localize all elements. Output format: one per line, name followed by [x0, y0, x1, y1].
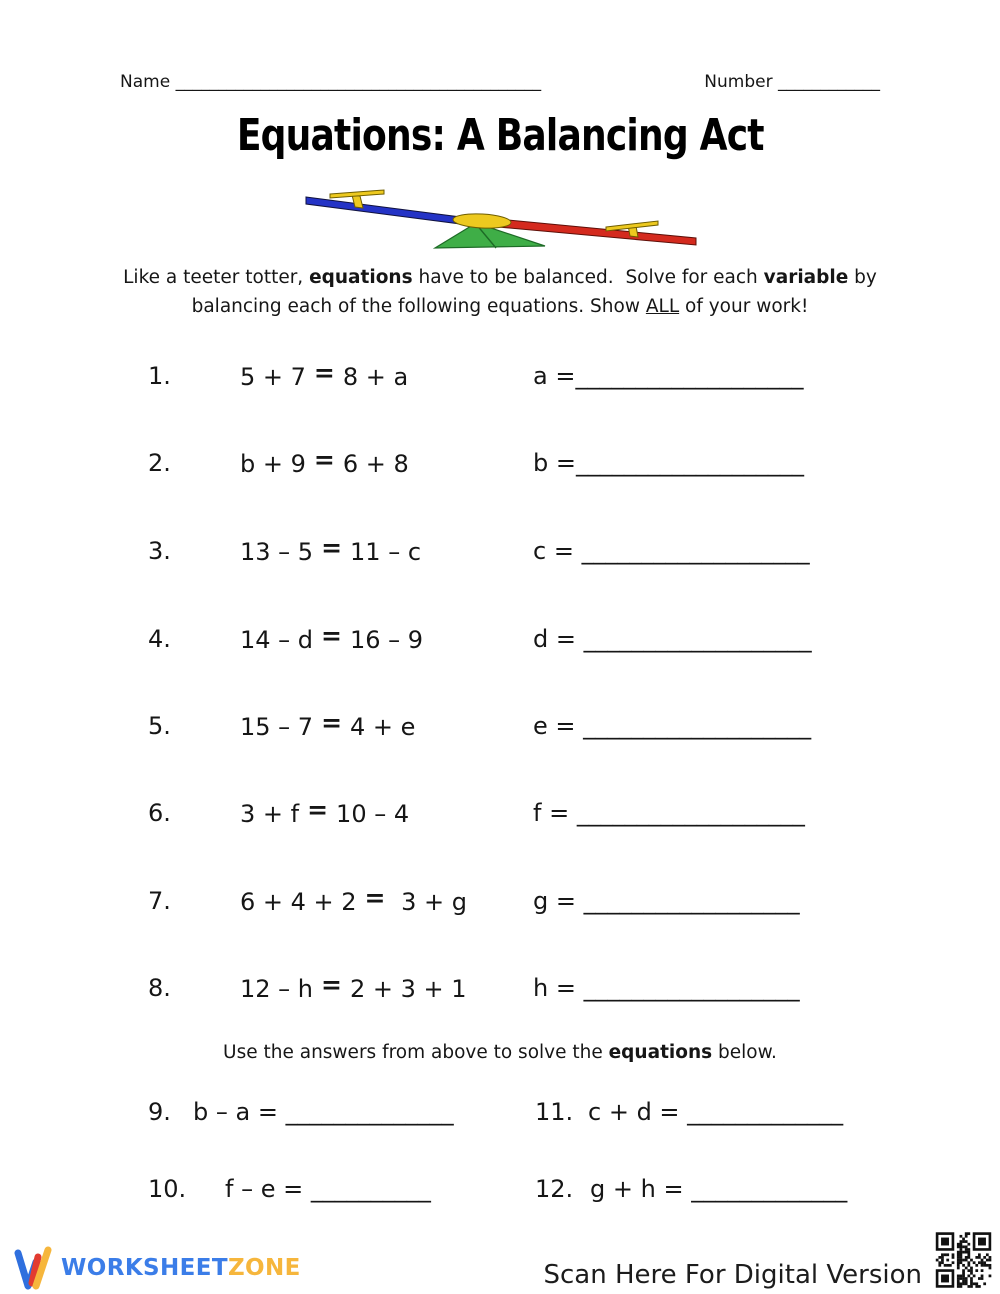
- page-title: Equations: A Balancing Act: [236, 110, 764, 161]
- bottom-problem-11: [535, 1098, 843, 1126]
- problem-row-5: [0, 708, 1000, 744]
- answer-area: [533, 887, 800, 915]
- equation-right: 10 – 4: [336, 800, 410, 828]
- seesaw-illustration: [296, 181, 704, 259]
- problem-row-4: [0, 621, 1000, 657]
- equation: [240, 533, 422, 566]
- equation-left: 13 – 5: [240, 538, 314, 566]
- answer-blank-line: __________________: [583, 887, 800, 915]
- problem-row-7: [0, 883, 1000, 919]
- instr-bold-variable: variable: [763, 267, 849, 288]
- bottom-problem-12: [535, 1175, 847, 1203]
- problem-number: 9.: [148, 1098, 171, 1126]
- equation: [240, 621, 424, 654]
- instr-bold-equations: equations: [309, 267, 413, 288]
- instr-text: balancing each of the following equations. Show: [191, 296, 646, 317]
- problem-number: 11.: [535, 1098, 574, 1126]
- equation-right: 2 + 3 + 1: [349, 975, 467, 1003]
- equation-left: b + 9: [240, 450, 306, 478]
- answer-label: d =: [533, 625, 584, 653]
- expression: f – e =: [225, 1175, 311, 1203]
- problem-number: 10.: [148, 1175, 187, 1203]
- answer-blank-line: ___________________: [576, 799, 805, 827]
- expression: g + h =: [590, 1175, 692, 1203]
- answer-label: h =: [533, 974, 584, 1002]
- equation: [240, 795, 410, 828]
- problem-number: 8.: [148, 974, 171, 1002]
- answer-label: b =: [533, 449, 576, 477]
- equation-right: 6 + 8: [342, 450, 409, 478]
- answer-area: [533, 537, 810, 565]
- equation: [240, 708, 416, 741]
- equals-sign: =: [321, 708, 343, 737]
- problem-number: 2.: [148, 449, 171, 477]
- equals-sign: =: [321, 533, 343, 562]
- answer-blank-line: ___________________: [583, 712, 812, 740]
- expression: b – a =: [193, 1098, 286, 1126]
- brand-text-zone: ZONE: [227, 1255, 301, 1281]
- blue-plank: [306, 197, 476, 226]
- problem-row-1: [0, 358, 1000, 394]
- answer-blank-line: ___________________: [575, 449, 804, 477]
- name-field-group: [120, 72, 541, 92]
- instr-text: by: [848, 267, 877, 288]
- equals-sign: =: [321, 970, 342, 999]
- answer-label: g =: [533, 887, 584, 915]
- bottom-problem-9: [148, 1098, 454, 1126]
- qr-code: [930, 1227, 997, 1293]
- answer-area: [533, 974, 800, 1002]
- answer-area: [533, 625, 812, 653]
- pivot: [453, 212, 512, 229]
- equation-right: 3 + g: [393, 888, 467, 916]
- answer-blank-line: ___________________: [575, 362, 804, 390]
- instr-text: Like a teeter totter,: [123, 267, 310, 288]
- bottom-problem-10: [148, 1175, 431, 1203]
- name-blank-line: ___________________________________________: [175, 72, 542, 92]
- expression: c + d =: [588, 1098, 688, 1126]
- equals-sign: =: [321, 621, 342, 650]
- answer-label: f =: [533, 799, 577, 827]
- instr-text: of your work!: [679, 296, 809, 317]
- name-label: Name: [120, 72, 176, 92]
- equation-right: 11 – c: [350, 538, 422, 566]
- blank-line: _____________: [691, 1175, 848, 1203]
- equation: [240, 358, 409, 391]
- title-wrap: [0, 110, 1000, 161]
- equation-left: 3 + f: [240, 800, 300, 828]
- equation: [240, 883, 467, 916]
- equals-sign: =: [307, 795, 329, 824]
- problem-row-2: [0, 445, 1000, 481]
- answer-blank-line: ___________________: [583, 625, 812, 653]
- mid-bold-equations: equations: [608, 1042, 713, 1063]
- problem-number: 7.: [148, 887, 171, 915]
- answer-area: [533, 362, 803, 390]
- equation: [240, 445, 409, 478]
- problem-number: 12.: [535, 1175, 574, 1203]
- equation-right: 16 – 9: [349, 626, 424, 654]
- header-row: [120, 72, 880, 92]
- number-label: Number: [704, 72, 778, 92]
- equals-sign: =: [364, 883, 386, 912]
- mid-text: below.: [712, 1042, 777, 1063]
- brand-logo: [14, 1242, 301, 1294]
- equals-sign: =: [313, 358, 335, 387]
- answer-blank-line: ___________________: [581, 537, 810, 565]
- scan-here-text: Scan Here For Digital Version: [543, 1260, 922, 1290]
- answer-area: [533, 449, 804, 477]
- equation-right: 4 + e: [350, 713, 416, 741]
- equation-left: 5 + 7: [240, 363, 306, 391]
- problem-number: 1.: [148, 362, 171, 390]
- problem-row-8: [0, 970, 1000, 1006]
- equation-left: 12 – h: [240, 975, 314, 1003]
- number-field-group: [704, 72, 880, 92]
- instr-text: have to be balanced. Solve for each: [412, 267, 764, 288]
- problem-number: 4.: [148, 625, 171, 653]
- equation: [240, 970, 467, 1003]
- equation-left: 6 + 4 + 2: [240, 888, 357, 916]
- problem-number: 5.: [148, 712, 171, 740]
- answer-label: a =: [533, 362, 576, 390]
- equation-left: 14 – d: [240, 626, 314, 654]
- answer-label: e =: [533, 712, 584, 740]
- number-blank-line: ____________: [778, 72, 880, 92]
- problem-row-6: [0, 795, 1000, 831]
- mid-instruction: [0, 1042, 1000, 1063]
- answer-area: [533, 712, 811, 740]
- brand-text: [61, 1255, 301, 1281]
- problem-row-3: [0, 533, 1000, 569]
- equals-sign: =: [313, 445, 335, 474]
- blank-line: _____________: [687, 1098, 844, 1126]
- problem-number: 3.: [148, 537, 171, 565]
- blank-line: ______________: [285, 1098, 454, 1126]
- equation-left: 15 – 7: [240, 713, 314, 741]
- instr-underline-all: ALL: [645, 296, 680, 317]
- brand-text-worksheet: WORKSHEET: [61, 1255, 228, 1281]
- logo-w-icon: [14, 1243, 52, 1293]
- mid-text: Use the answers from above to solve the: [223, 1042, 609, 1063]
- answer-area: [533, 799, 805, 827]
- instructions: [40, 263, 960, 321]
- equation-right: 8 + a: [342, 363, 409, 391]
- answer-label: c =: [533, 537, 582, 565]
- problem-number: 6.: [148, 799, 171, 827]
- answer-blank-line: __________________: [583, 974, 800, 1002]
- blank-line: __________: [310, 1175, 431, 1203]
